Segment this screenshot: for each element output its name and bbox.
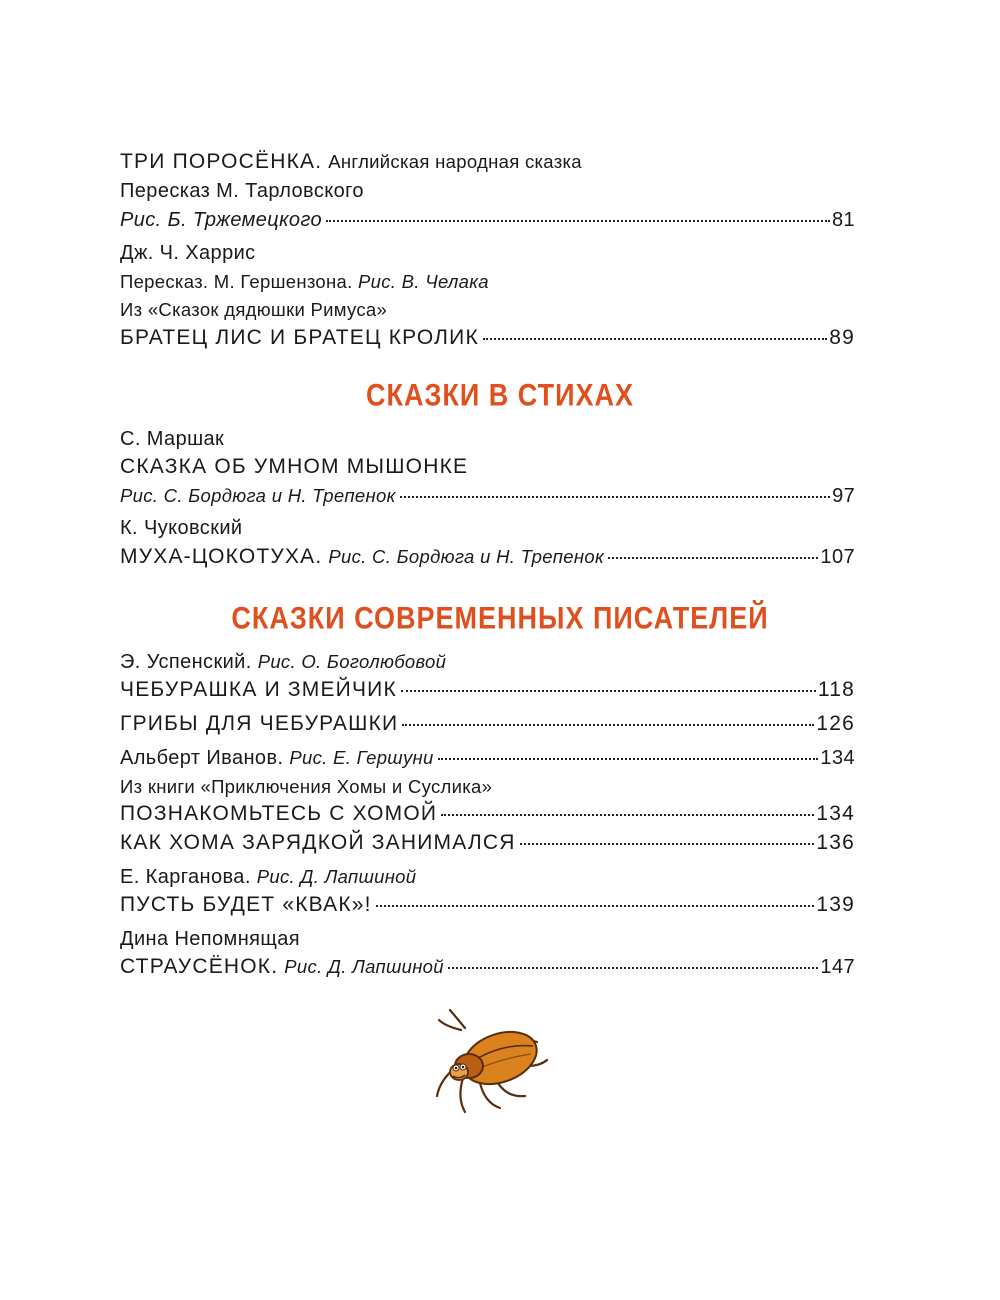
toc-author-ill: Е. Карганова. Рис. Д. Лапшиной [120,866,417,888]
page-number: 134 [820,747,855,769]
leader-dots [483,338,827,340]
section-heading: СКАЗКИ В СТИХАХ [365,377,635,413]
toc-entry-three-piglets-ill: Рис. Б. Тржемецкого 81 [120,209,855,231]
beetle-illustration-icon [425,1008,565,1118]
leader-dots [401,690,816,692]
toc-entry-mukha: МУХА-ЦОКОТУХА. Рис. С. Бордюга и Н. Трепенок 107 [120,545,855,568]
page-number: 126 [816,712,855,735]
leader-dots [438,758,819,760]
page-number: 139 [816,893,855,916]
toc-entry-brer-fox: БРАТЕЦ ЛИС И БРАТЕЦ КРОЛИК 89 [120,326,855,349]
toc-entry-title: ЧЕБУРАШКА И ЗМЕЙЧИК 118 [120,678,855,701]
toc-entry-three-piglets: ТРИ ПОРОСЁНКА. Английская народная сказка [120,150,582,173]
leader-dots [326,220,830,222]
toc-entry-title: ГРИБЫ ДЛЯ ЧЕБУРАШКИ 126 [120,712,855,735]
leader-dots [608,557,818,559]
toc-entry-title: СКАЗКА ОБ УМНОМ МЫШОНКЕ [120,455,469,478]
page-number: 147 [820,956,855,978]
page-number: 136 [816,831,855,854]
section-heading: СКАЗКИ СОВРЕМЕННЫХ ПИСАТЕЛЕЙ [231,600,769,636]
toc-entry-title: ПОЗНАКОМЬТЕСЬ С ХОМОЙ 134 [120,802,855,825]
leader-dots [441,814,814,816]
page-number: 107 [820,546,855,568]
page-number: 97 [832,485,855,507]
page-number: 134 [816,802,855,825]
toc-entry-title: КАК ХОМА ЗАРЯДКОЙ ЗАНИМАЛСЯ 136 [120,831,855,854]
page-number: 81 [831,209,855,231]
toc-source: Из книги «Приключения Хомы и Суслика» [120,776,493,797]
toc-entry-ostrich: СТРАУСЁНОК. Рис. Д. Лапшиной 147 [120,955,855,978]
leader-dots [448,967,819,969]
toc-author: Дина Непомнящая [120,928,300,950]
toc-author-ill: Альберт Иванов. Рис. Е. Гершуни 134 [120,747,855,769]
leader-dots [400,496,831,498]
leader-dots [520,843,815,845]
toc-author: С. Маршак [120,428,225,450]
toc-retell-ill: Пересказ. М. Гершензона. Рис. В. Челака [120,271,489,292]
page-number: 89 [829,326,855,349]
toc-entry-title: ПУСТЬ БУДЕТ «КВАК»! 139 [120,893,855,916]
toc-retell: Пересказ М. Тарловского [120,180,364,202]
toc-author: К. Чуковский [120,517,243,539]
toc-author: Дж. Ч. Харрис [120,242,256,264]
toc-source: Из «Сказок дядюшки Римуса» [120,299,388,320]
leader-dots [402,724,814,726]
page-number: 118 [817,678,855,701]
toc-author-ill: Э. Успенский. Рис. О. Боголюбовой [120,651,447,673]
toc-entry-ill: Рис. С. Бордюга и Н. Трепенок 97 [120,485,855,507]
leader-dots [376,905,815,907]
